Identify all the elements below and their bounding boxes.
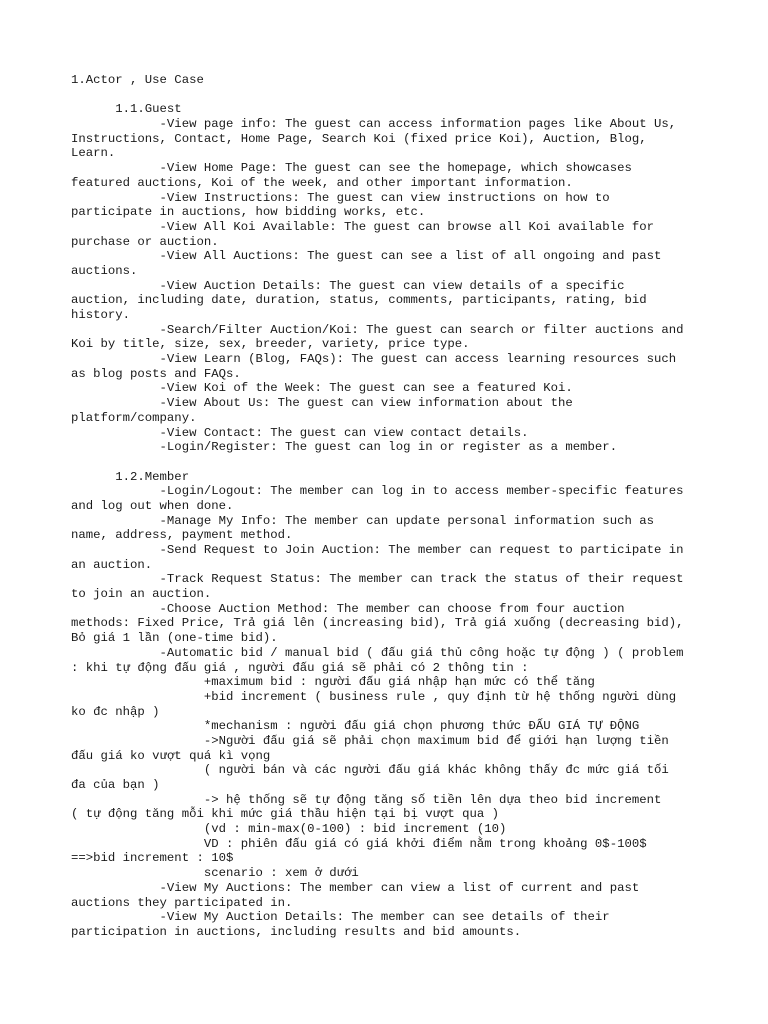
text-line: ( tự động tăng mỗi khi mức giá thầu hiện tại bị vượt qua )	[71, 807, 500, 822]
text-line: -Choose Auction Method: The member can choose from four auction	[71, 601, 625, 616]
text-line: 1.Actor , Use Case	[71, 73, 204, 87]
text-line: auctions they participated in.	[71, 895, 293, 910]
text-line: -Login/Register: The guest can log in or register as a member.	[71, 440, 618, 455]
text-line: -View About Us: The guest can view information about the	[71, 396, 573, 411]
text-line: *mechanism : người đấu giá chọn phương thức ĐẤU GIÁ TỰ ĐỘNG	[71, 719, 640, 734]
text-line: -Search/Filter Auction/Koi: The guest can search or filter auctions and	[71, 322, 684, 337]
text-line: an auction.	[71, 557, 153, 572]
text-line: -> hệ thống sẽ tự động tăng số tiền lên dựa theo bid increment	[71, 792, 662, 807]
text-line: -View My Auction Details: The member can see details of their	[71, 910, 610, 925]
text-line: Bỏ giá 1 lần (one-time bid).	[71, 631, 278, 646]
text-line: +maximum bid : người đấu giá nhập hạn mức có thể tăng	[71, 675, 595, 690]
text-line: -Send Request to Join Auction: The member can request to participate in	[71, 543, 684, 557]
text-line: -Automatic bid / manual bid ( đấu giá thủ công hoặc tự động ) ( problem	[71, 645, 684, 660]
text-line: đa của bạn )	[71, 778, 160, 792]
document-body	[71, 73, 711, 940]
text-line: Koi by title, size, sex, breeder, variety, price type.	[71, 337, 470, 352]
text-line: ko đc nhập )	[71, 704, 160, 719]
text-line: VD : phiên đấu giá có giá khởi điểm nằm trong khoảng 0$-100$	[71, 836, 647, 851]
text-line: : khi tự động đấu giá , người đấu giá sẽ phải có 2 thông tin :	[71, 660, 529, 675]
text-line: 1.2.Member	[71, 469, 190, 484]
text-line: purchase or auction.	[71, 234, 219, 249]
text-line: -View All Auctions: The guest can see a list of all ongoing and past	[71, 249, 662, 264]
text-line: -View Contact: The guest can view contact details.	[71, 425, 529, 440]
text-line: platform/company.	[71, 410, 197, 425]
text-line: -View Learn (Blog, FAQs): The guest can access learning resources such	[71, 352, 677, 367]
text-line: -View Home Page: The guest can see the homepage, which showcases	[71, 161, 632, 176]
text-line: Instructions, Contact, Home Page, Search Koi (fixed price Koi), Auction, Blog,	[71, 131, 647, 146]
text-line: -View My Auctions: The member can view a list of current and past	[71, 880, 640, 895]
text-line: name, address, payment method.	[71, 528, 293, 543]
text-line: Learn.	[71, 146, 116, 161]
blank-line	[71, 455, 711, 470]
text-line: +bid increment ( business rule , quy định từ hệ thống người dùng	[71, 689, 677, 704]
text-line: -Track Request Status: The member can track the status of their request	[71, 572, 684, 587]
text-line: auctions.	[71, 263, 138, 278]
text-line: (vd : min-max(0-100) : bid increment (10)	[71, 822, 507, 837]
text-line: -Manage My Info: The member can update personal information such as	[71, 513, 654, 528]
text-line: methods: Fixed Price, Trả giá lên (increasing bid), Trả giá xuống (decreasing bid),	[71, 616, 684, 631]
text-line: -Login/Logout: The member can log in to access member-specific features	[71, 484, 684, 499]
text-line: featured auctions, Koi of the week, and other important information.	[71, 175, 573, 190]
text-line: as blog posts and FAQs.	[71, 366, 241, 381]
text-line: -View Instructions: The guest can view instructions on how to	[71, 190, 610, 205]
text-line: auction, including date, duration, status, comments, participants, rating, bid	[71, 293, 647, 308]
text-line: 1.1.Guest	[71, 102, 182, 117]
text-line: -View Koi of the Week: The guest can see a featured Koi.	[71, 381, 573, 396]
text-line: and log out when done.	[71, 498, 234, 513]
blank-line	[71, 88, 711, 103]
text-line: history.	[71, 308, 131, 322]
text-line: ->Người đấu giá sẽ phải chọn maximum bid để giới hạn lượng tiền	[71, 733, 669, 748]
text-line: -View page info: The guest can access information pages like About Us,	[71, 117, 677, 132]
text-line: ==>bid increment : 10$	[71, 851, 234, 866]
text-line: -View All Koi Available: The guest can browse all Koi available for	[71, 219, 654, 234]
text-line: -View Auction Details: The guest can view details of a specific	[71, 278, 625, 293]
text-line: participation in auctions, including results and bid amounts.	[71, 924, 522, 939]
text-line: scenario : xem ở dưới	[71, 866, 359, 881]
text-line: participate in auctions, how bidding works, etc.	[71, 205, 426, 220]
text-line: to join an auction.	[71, 587, 212, 602]
text-line: ( người bán và các người đấu giá khác không thấy đc mức giá tối	[71, 763, 669, 778]
text-line: đấu giá ko vượt quá kì vọng	[71, 748, 271, 763]
